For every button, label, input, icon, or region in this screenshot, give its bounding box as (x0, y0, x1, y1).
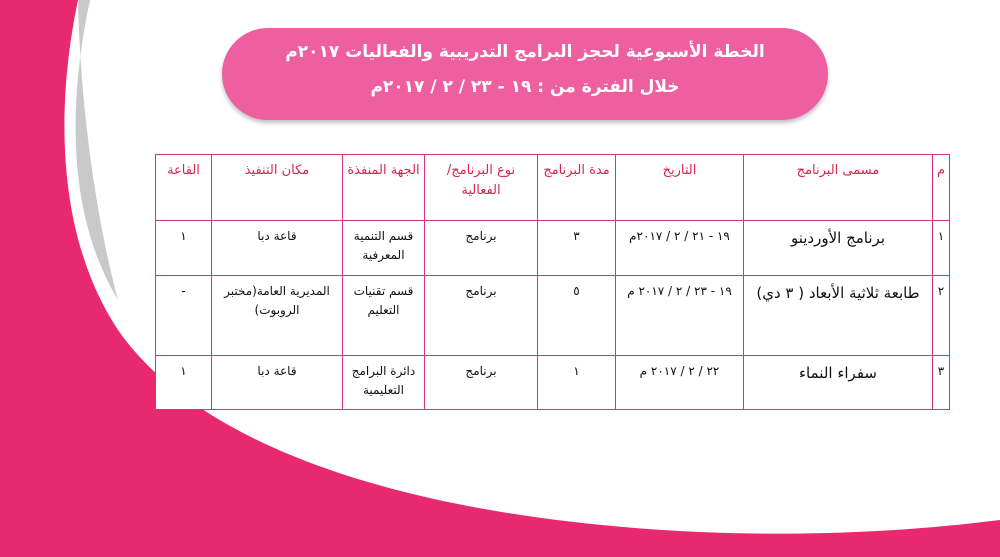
table-row (156, 221, 950, 276)
header-hall: القاعة (156, 155, 212, 221)
header-type: نوع البرنامج/ الفعالية (425, 155, 538, 221)
cell-num: ١ (933, 221, 950, 276)
table-row (156, 356, 950, 410)
cell-type: برنامج (425, 221, 538, 276)
header-name: مسمى البرنامج (744, 155, 933, 221)
header-duration: مدة البرنامج (538, 155, 616, 221)
header-date: التاريخ (616, 155, 744, 221)
cell-hall: ١ (156, 221, 212, 276)
cell-name: سفراء النماء (744, 356, 933, 410)
programs-table (155, 154, 950, 410)
plan-period: خلال الفترة من : ١٩ - ٢٣ / ٢ / ٢٠١٧م (370, 77, 680, 97)
cell-hall: ١ (156, 356, 212, 410)
cell-duration: ٣ (538, 221, 616, 276)
cell-date: ١٩ - ٢١ / ٢ / ٢٠١٧م (616, 221, 744, 276)
cell-dept: قسم التنمية المعرفية (343, 221, 425, 276)
table-header-row (156, 155, 950, 221)
header-dept: الجهة المنفذة (343, 155, 425, 221)
header-place: مكان التنفيذ (212, 155, 343, 221)
cell-num: ٢ (933, 276, 950, 356)
cell-date: ١٩ - ٢٣ / ٢ / ٢٠١٧ م (616, 276, 744, 356)
cell-place: قاعة دبا (212, 221, 343, 276)
title-banner (222, 28, 828, 120)
plan-title: الخطة الأسبوعية لحجز البرامج التدريبية والفعاليات ٢٠١٧م (285, 42, 765, 62)
cell-type: برنامج (425, 356, 538, 410)
cell-name: برنامج الأوردينو (744, 221, 933, 276)
cell-name: طابعة ثلاثية الأبعاد ( ٣ دي) (744, 276, 933, 356)
cell-type: برنامج (425, 276, 538, 356)
cell-dept: دائرة البرامج التعليمية (343, 356, 425, 410)
cell-hall: - (156, 276, 212, 356)
cell-place: قاعة دبا (212, 356, 343, 410)
table-row (156, 276, 950, 356)
cell-dept: قسم تقنيات التعليم (343, 276, 425, 356)
cell-duration: ٥ (538, 276, 616, 356)
cell-place: المديرية العامة(مختبر الروبوت) (212, 276, 343, 356)
cell-duration: ١ (538, 356, 616, 410)
header-num: م (933, 155, 950, 221)
cell-date: ٢٢ / ٢ / ٢٠١٧ م (616, 356, 744, 410)
cell-num: ٣ (933, 356, 950, 410)
